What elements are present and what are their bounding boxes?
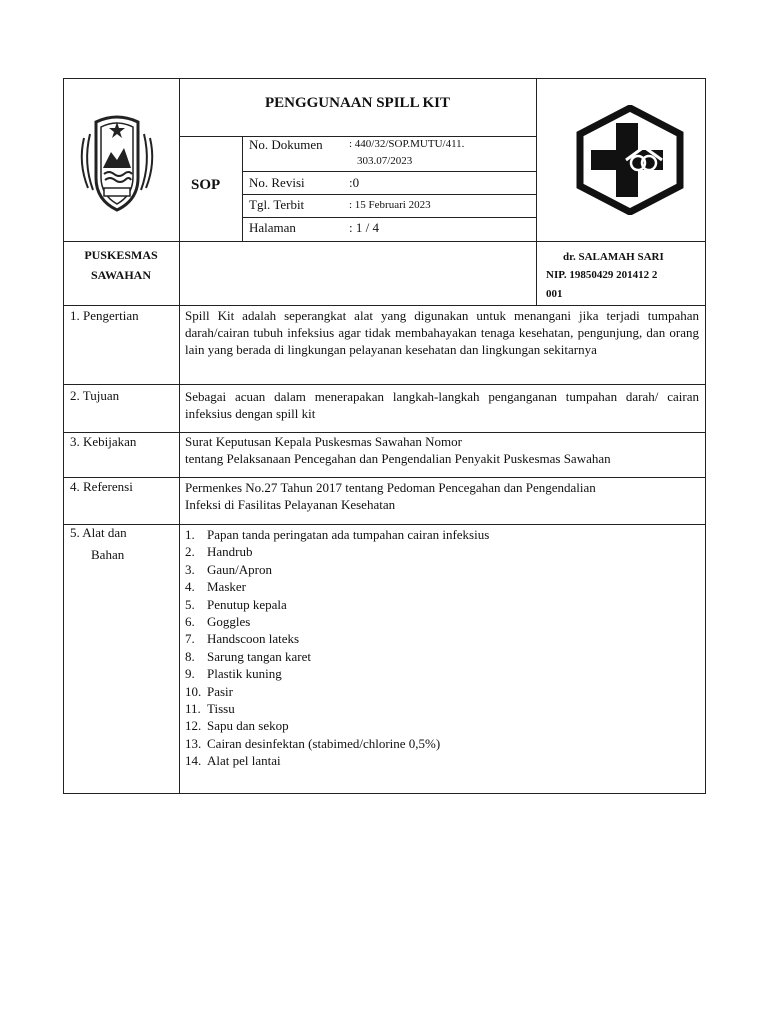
table-border-right: [705, 78, 706, 794]
section-label-referensi: 4. Referensi: [70, 479, 133, 494]
list-item: [185, 526, 489, 543]
list-item-number: 2.: [185, 544, 195, 560]
doc-no-label: No. Dokumen: [249, 137, 323, 152]
column-divider-right: [536, 78, 537, 305]
row-line-terbit: [242, 194, 536, 195]
list-item-text: Gaun/Apron: [207, 561, 272, 577]
list-item: [185, 543, 253, 560]
row-line-alat: [63, 524, 706, 525]
revision-label: No. Revisi: [249, 175, 305, 190]
page-label: Halaman: [249, 220, 296, 235]
doc-no-value-line2: 303.07/2023: [357, 155, 413, 167]
list-item: [185, 630, 299, 647]
list-item-number: 10.: [185, 683, 202, 699]
list-item-text: Sapu dan sekop: [207, 718, 289, 734]
page-value: : 1 / 4: [349, 220, 379, 235]
list-item-number: 12.: [185, 718, 202, 734]
org-name-line1: PUSKESMAS: [84, 248, 158, 262]
list-item-number: 14.: [185, 753, 202, 769]
list-item: [185, 561, 272, 578]
list-item-text: Sarung tangan karet: [207, 648, 311, 664]
list-item-number: 3.: [185, 561, 195, 577]
org-name-line2: SAWAHAN: [90, 268, 151, 282]
section-label-tujuan: 2. Tujuan: [70, 388, 120, 403]
section-text-tujuan: Sebagai acuan dalam menerapakan langkah-langkah penganganan tumpahan darah/ cairan infeksius dengan spill kit: [185, 389, 699, 421]
signer-name: dr. SALAMAH SARI: [563, 251, 664, 263]
list-item: [185, 752, 281, 769]
sop-divider: [242, 136, 243, 241]
table-border-top: [63, 78, 706, 79]
list-item-text: Goggles: [207, 614, 251, 629]
regency-emblem-logo: [74, 108, 160, 218]
list-item-number: 13.: [185, 735, 202, 751]
list-item-number: 7.: [185, 631, 195, 647]
section-text-referensi-line1: Permenkes No.27 Tahun 2017 tentang Pedoman Pencegahan dan Pengendalian: [185, 480, 596, 495]
list-item-text: Handscoon lateks: [207, 631, 300, 647]
sop-label: SOP: [191, 177, 221, 193]
list-item-text: Alat pel lantai: [207, 753, 281, 769]
header-bottom-line: [63, 241, 706, 242]
list-item-number: 11.: [185, 701, 201, 716]
doc-no-value-line1: : 440/32/SOP.MUTU/411.: [349, 138, 465, 150]
row-line-halaman: [242, 217, 536, 218]
signer-nip-line2: 001: [546, 288, 563, 300]
list-item-text: Handrub: [207, 544, 253, 560]
revision-value: :0: [349, 175, 360, 190]
section-text-referensi-line2: Infeksi di Fasilitas Pelayanan Kesehatan: [185, 497, 396, 512]
row-line-pengertian: [63, 305, 706, 306]
row-line-revisi: [242, 171, 536, 172]
issued-date-value: : 15 Februari 2023: [349, 199, 431, 211]
section-label-alat-line2: Bahan: [91, 547, 125, 562]
list-item-text: Papan tanda peringatan ada tumpahan cairan infeksius: [207, 527, 490, 542]
table-border-bottom: [63, 793, 706, 794]
list-item-text: Penutup kepala: [207, 596, 287, 612]
list-item-number: 4.: [185, 579, 195, 595]
list-item-text: Plastik kuning: [207, 666, 282, 682]
list-item-number: 5.: [185, 596, 195, 612]
list-item: [185, 596, 287, 613]
list-item-number: 8.: [185, 648, 195, 664]
list-item: [185, 613, 250, 630]
list-item-number: 6.: [185, 614, 195, 629]
list-item-number: 9.: [185, 666, 195, 682]
list-item-text: Masker: [207, 579, 246, 595]
row-line-referensi: [63, 477, 706, 478]
section-text-kebijakan-line1: Surat Keputusan Kepala Puskesmas Sawahan Nomor: [185, 434, 462, 449]
section-label-kebijakan: 3. Kebijakan: [70, 434, 137, 449]
table-border-left: [63, 78, 64, 794]
list-item-text: Pasir: [207, 683, 233, 699]
column-divider-main: [179, 78, 180, 794]
section-text-kebijakan-line2: tentang Pelaksanaan Pencegahan dan Pengendalian Penyakit Puskesmas Sawahan: [185, 451, 611, 466]
list-item: [185, 717, 289, 734]
list-item-number: 1.: [185, 527, 195, 542]
issued-date-label: Tgl. Terbit: [249, 197, 305, 212]
section-text-pengertian: Spill Kit adalah seperangkat alat yang digunakan untuk menangani jika terjadi tumpahan darah/cairan tubuh infeksius agar tidak membahayakan tenaga kesehatan, pengunjung, dan orang lain yang berada di lingkungan pelayanan kesehatan dan lingkungan sekitarnya: [185, 308, 699, 357]
list-item: [185, 683, 233, 700]
signer-nip-line1: NIP. 19850429 201412 2: [546, 269, 658, 281]
list-item: [185, 578, 246, 595]
document-title: PENGGUNAAN SPILL KIT: [264, 95, 451, 111]
section-label-alat-line1: 5. Alat dan: [70, 525, 127, 540]
list-item: [185, 648, 311, 665]
section-label-pengertian: 1. Pengertian: [70, 308, 139, 323]
puskesmas-logo: [576, 105, 684, 215]
list-item: [185, 700, 235, 717]
list-item: [185, 735, 440, 752]
row-line-tujuan: [63, 384, 706, 385]
list-item: [185, 665, 282, 682]
list-item-text: Cairan desinfektan (stabimed/chlorine 0,5%): [207, 735, 441, 751]
list-item-text: Tissu: [207, 701, 235, 716]
